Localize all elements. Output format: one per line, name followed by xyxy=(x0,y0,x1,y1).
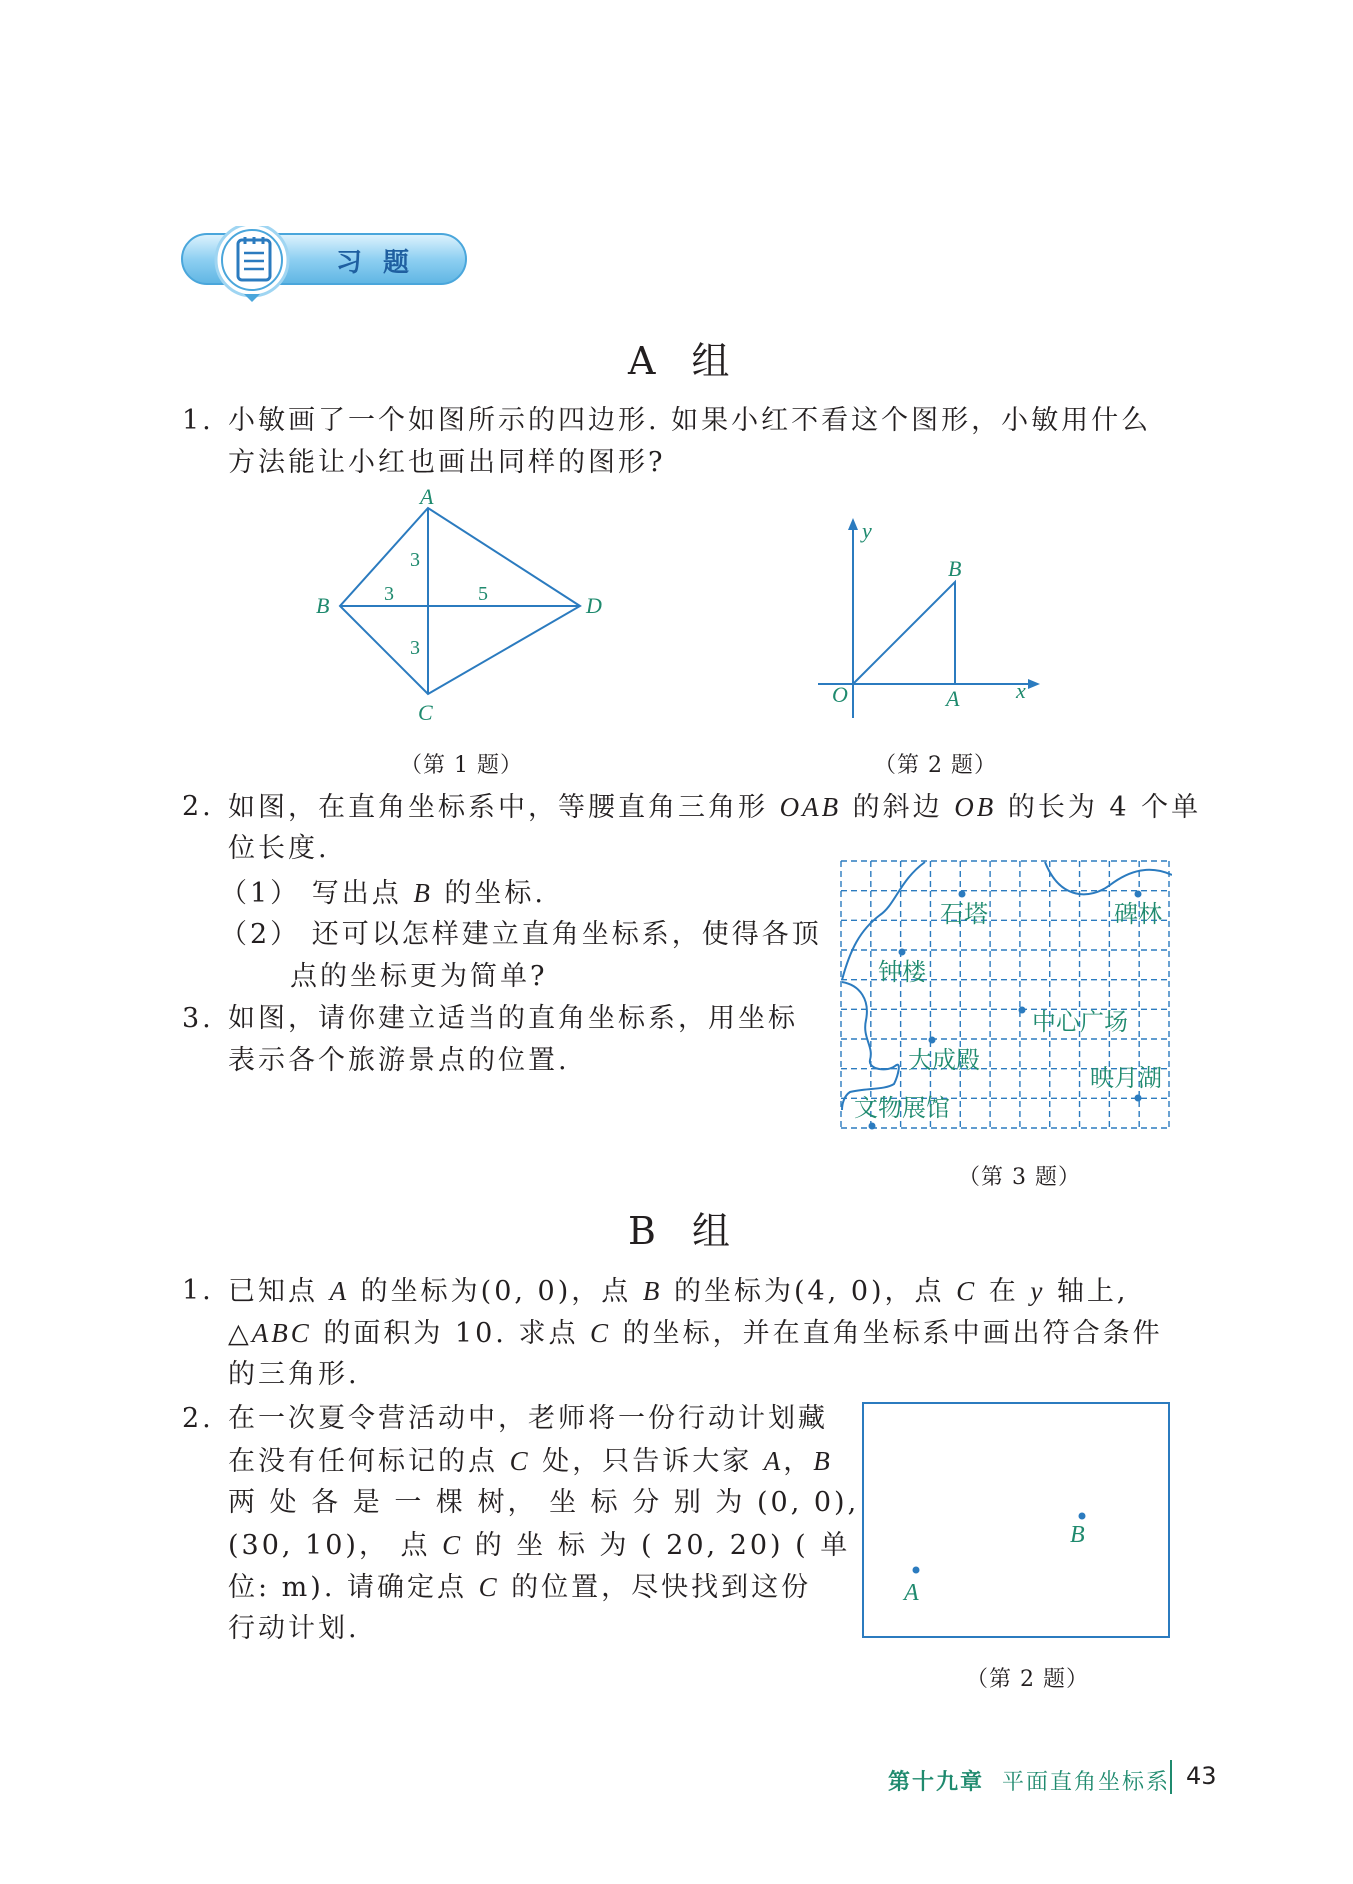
point-guangchang xyxy=(1019,1007,1026,1014)
point-wenwu xyxy=(869,1123,876,1130)
fig1-caption: （第 1 题） xyxy=(400,753,523,778)
label-wenwu: 文物展馆 xyxy=(854,1096,950,1122)
length-do: 5 xyxy=(478,583,488,605)
x-axis-arrow xyxy=(1028,679,1040,689)
b-q1-line3: 的三角形. xyxy=(228,1359,360,1390)
point-b xyxy=(1079,1513,1086,1520)
label-d: D xyxy=(586,593,602,618)
label-beilin: 碑林 xyxy=(1114,902,1162,928)
a-q3-number: 3. xyxy=(182,1003,214,1034)
a-q1-line2: 方法能让小红也画出同样的图形? xyxy=(228,447,666,478)
group-a-title: A 组 xyxy=(628,339,742,383)
length-ao: 3 xyxy=(410,549,420,571)
a-q2-sub1: （1） 写出点 B 的坐标. xyxy=(220,878,547,909)
point-beilin xyxy=(1135,891,1142,898)
river-top-right xyxy=(1045,862,1172,894)
quad-outline xyxy=(340,508,580,694)
b-q2-line6: 行动计划. xyxy=(228,1613,360,1644)
fig3-caption: （第 3 题） xyxy=(958,1165,1081,1190)
label-a: A xyxy=(946,686,960,711)
figb2-caption: （第 2 题） xyxy=(966,1667,1089,1692)
label-x: x xyxy=(1016,678,1026,703)
fig2-caption: （第 2 题） xyxy=(874,753,997,778)
label-shita: 石塔 xyxy=(940,902,988,928)
y-axis-arrow xyxy=(848,518,858,530)
banner-shape xyxy=(180,226,470,306)
label-zhonglou: 钟楼 xyxy=(878,960,926,986)
footer-title: 平面直角坐标系 xyxy=(1002,1770,1171,1795)
b-q2-line5: 位: m). 请确定点 C 的位置，尽快找到这份 xyxy=(228,1572,812,1603)
b-q1-line2: △ABC 的面积为 10. 求点 C 的坐标，并在直角坐标系中画出符合条件 xyxy=(228,1318,1163,1349)
b-q2-line2: 在没有任何标记的点 C 处，只告诉大家 A，B xyxy=(228,1446,833,1477)
scenic-map xyxy=(840,860,1172,1130)
a-q2-sub2-cont: 点的坐标更为简单? xyxy=(290,961,548,992)
label-c: C xyxy=(418,700,433,725)
a-q3-line2: 表示各个旅游景点的位置. xyxy=(228,1045,570,1076)
label-b: B xyxy=(948,556,962,581)
label-guangchang: 中心广场 xyxy=(1032,1010,1128,1036)
a-q2-line1: 如图，在直角坐标系中，等腰直角三角形 OAB 的斜边 OB 的长为 4 个单 xyxy=(228,792,1202,823)
figure-b2 xyxy=(862,1402,1172,1640)
label-b: B xyxy=(1070,1522,1085,1548)
page-number: 43 xyxy=(1186,1762,1217,1790)
a-q2-number: 2. xyxy=(182,791,214,822)
figure-1 xyxy=(310,488,620,728)
banner-title: 习 题 xyxy=(336,248,416,278)
label-a: A xyxy=(904,1580,919,1606)
label-b: B xyxy=(316,593,330,618)
length-bo: 3 xyxy=(384,583,394,605)
label-yingyuehu: 映月湖 xyxy=(1090,1066,1162,1092)
point-dachengdian xyxy=(929,1037,936,1044)
a-q2-line2: 位长度. xyxy=(228,833,330,864)
b-q2-number: 2. xyxy=(182,1403,214,1434)
b-q1-line1: 已知点 A 的坐标为(0, 0)，点 B 的坐标为(4, 0)，点 C 在 y 轴上, xyxy=(228,1276,1129,1307)
point-shita xyxy=(959,891,966,898)
length-co: 3 xyxy=(410,637,420,659)
notepad-icon xyxy=(234,236,274,282)
figure-2 xyxy=(810,518,1050,728)
scenic-map-grid xyxy=(840,860,1172,1130)
b-q1-number: 1. xyxy=(182,1275,214,1306)
point-a xyxy=(913,1567,920,1574)
quadrilateral-diagram xyxy=(310,488,620,728)
a-q2-sub2: （2） 还可以怎样建立直角坐标系，使得各顶 xyxy=(220,919,822,950)
point-yingyuehu xyxy=(1135,1095,1142,1102)
footer-divider xyxy=(1170,1760,1172,1794)
coordinate-triangle-diagram xyxy=(810,518,1050,728)
label-o: O xyxy=(832,682,848,707)
point-zhonglou xyxy=(899,949,906,956)
tree-positions-box xyxy=(862,1402,1172,1640)
section-banner xyxy=(180,226,470,306)
b-q2-line3: 两 处 各 是 一 棵 树， 坐 标 分 别 为 (0, 0), xyxy=(228,1487,860,1518)
group-b-title: B 组 xyxy=(628,1209,743,1253)
a-q3-line1: 如图，请你建立适当的直角坐标系，用坐标 xyxy=(228,1003,798,1034)
triangle-oab xyxy=(853,582,955,684)
b-q2-line4: (30, 10)， 点 C 的 坐 标 为 ( 20, 20) ( 单 xyxy=(228,1530,851,1561)
a-q1-line1: 小敏画了一个如图所示的四边形. 如果小红不看这个图形，小敏用什么 xyxy=(228,405,1152,436)
footer-chapter: 第十九章 xyxy=(888,1770,985,1795)
label-a: A xyxy=(420,488,434,509)
b-q2-line1: 在一次夏令营活动中，老师将一份行动计划藏 xyxy=(228,1403,828,1434)
label-dachengdian: 大成殿 xyxy=(908,1048,980,1074)
a-q1-number: 1. xyxy=(182,405,214,436)
label-y: y xyxy=(862,518,872,543)
